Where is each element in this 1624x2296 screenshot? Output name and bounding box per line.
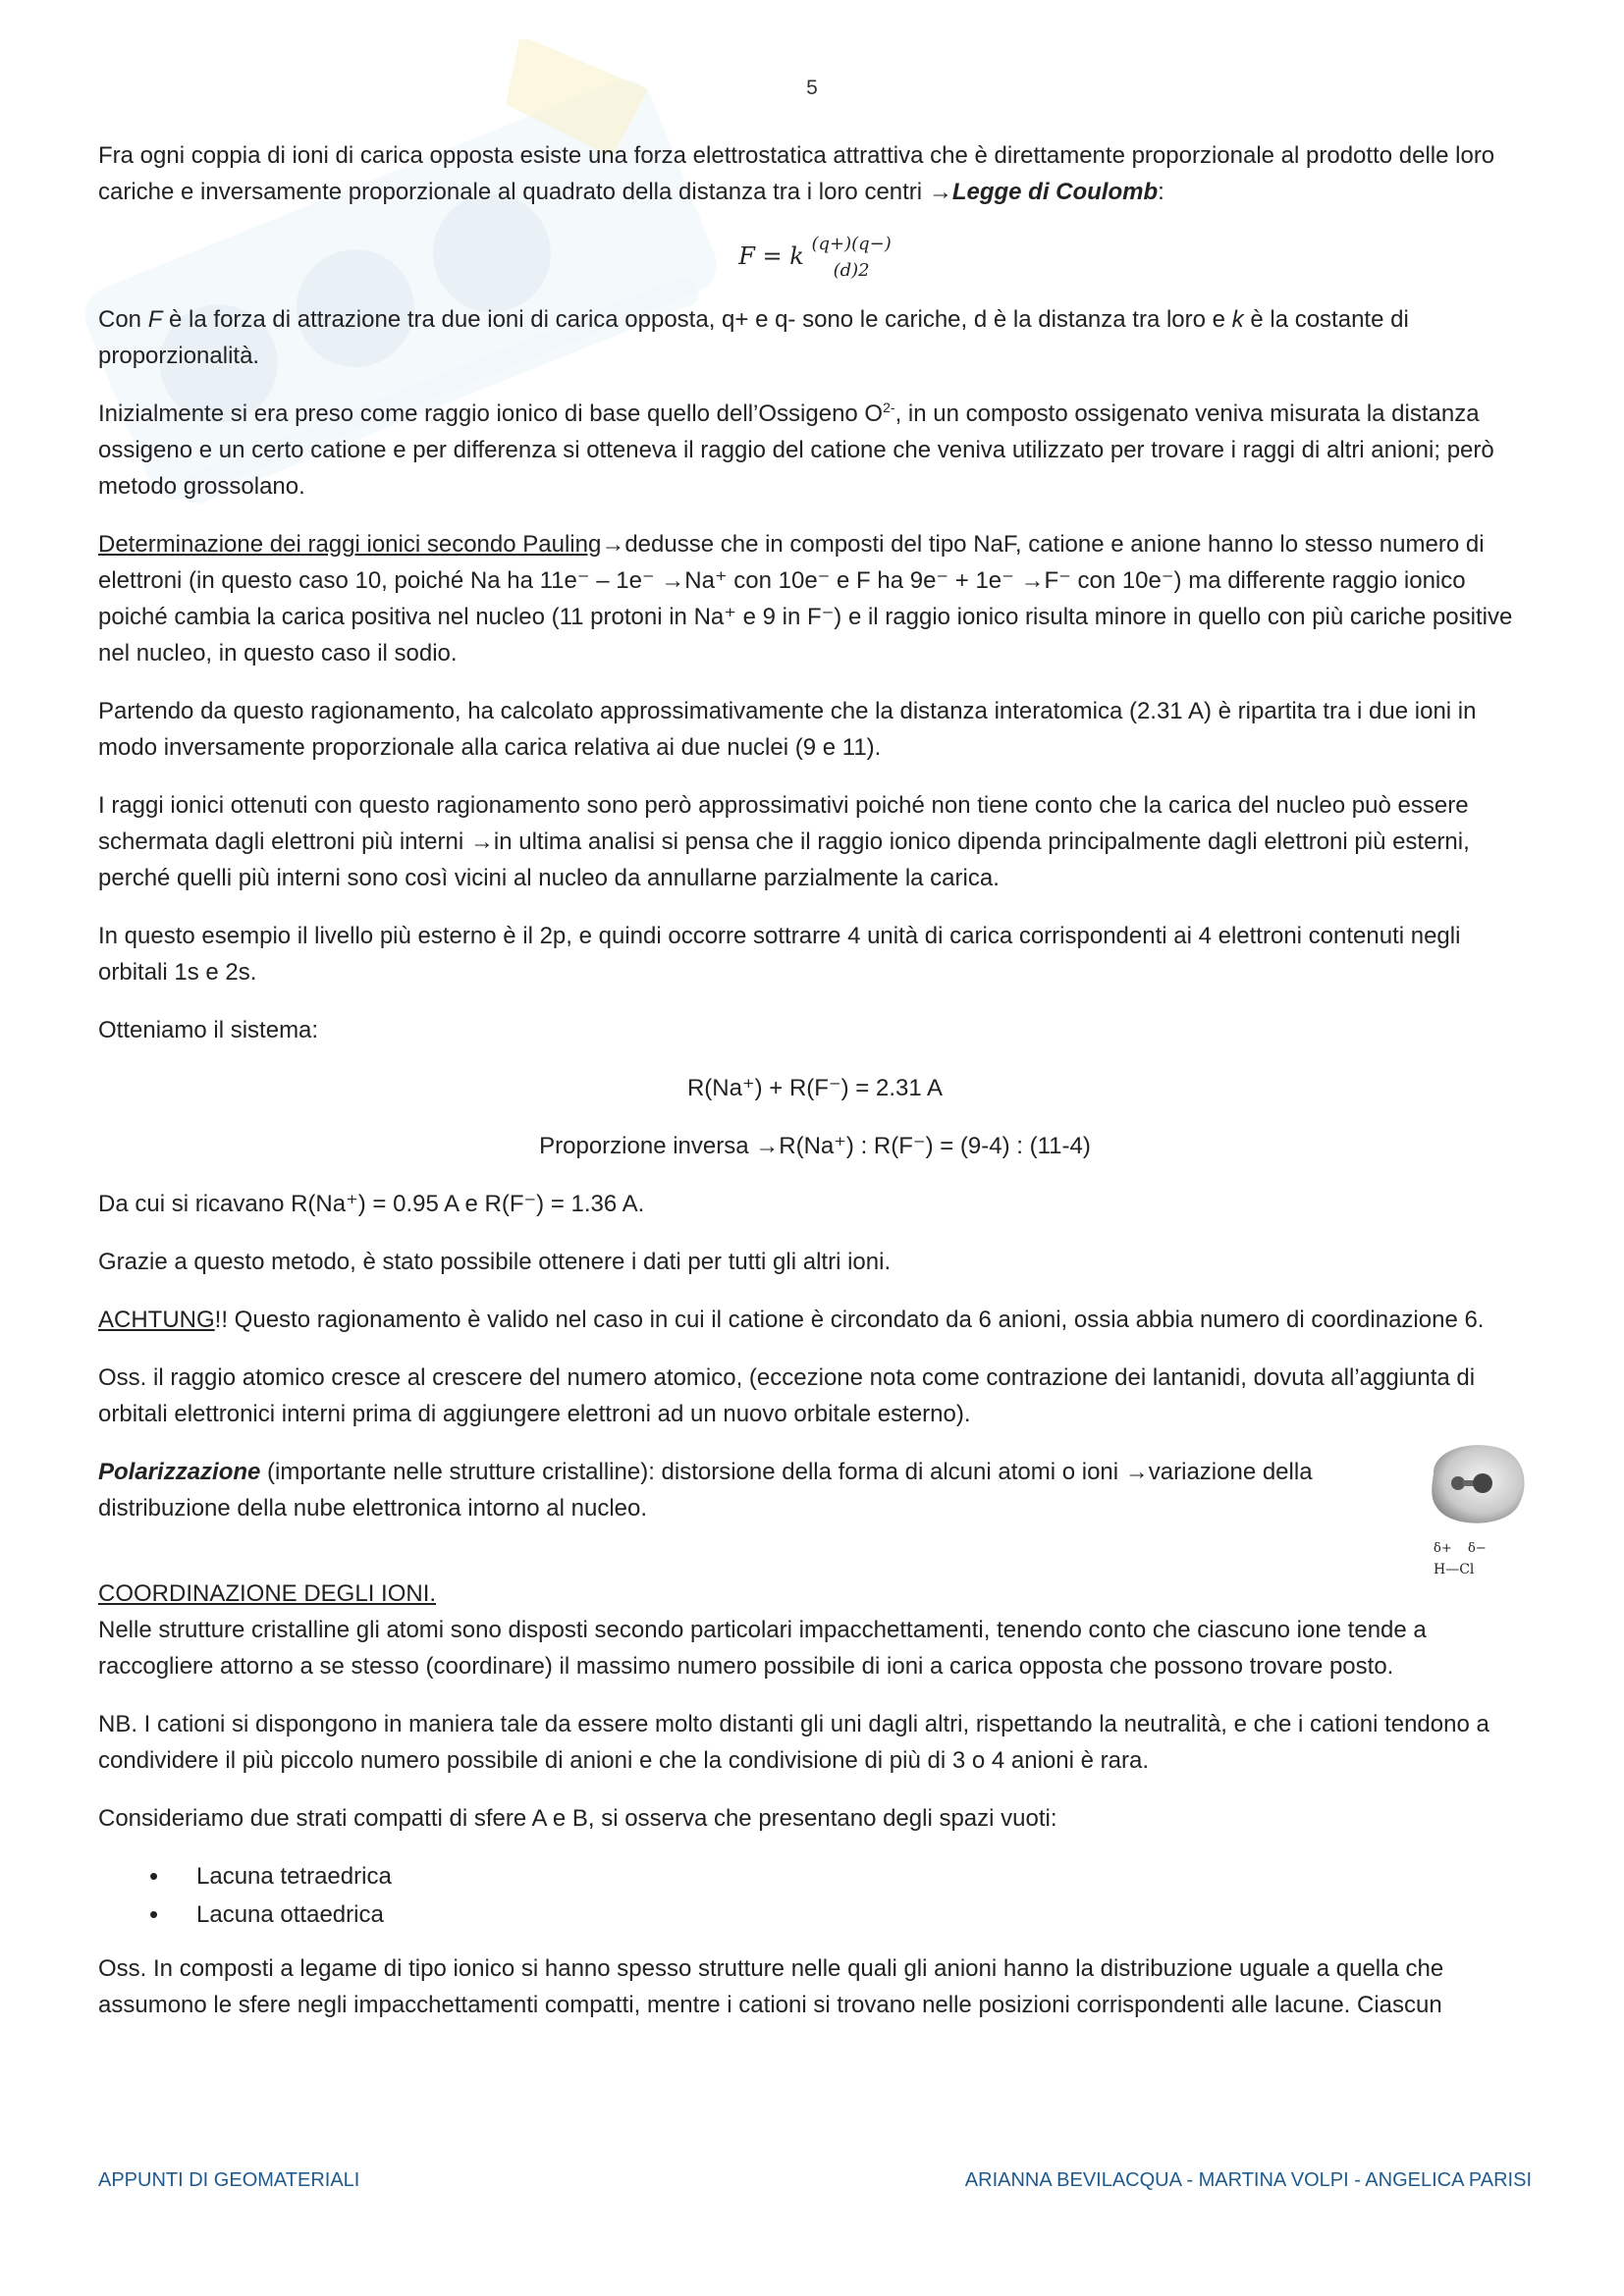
paragraph-atomic-radius: Oss. il raggio atomico cresce al crescere del numero atomico, (eccezione nota come contrazione dei lantanidi, dovuta all’aggiunta di orbitali elettronici interni prima di aggiungere elettroni ad un nuovo orbitale esterno). — [98, 1364, 1476, 1427]
formula-denominator: (d)2 — [833, 260, 870, 281]
paragraph-interatomic-distance: Partendo da questo ragionamento, ha calcolato approssimativamente che la distanza interatomica (2.31 A) è ripartita tra i due ioni in modo inversamente proporzionale alla carica relativa ai due nuclei (9 e 11). — [98, 698, 1477, 761]
list-item: • Lacuna tetraedrica — [98, 1858, 1532, 1895]
hcl-formula-label: H—Cl — [1434, 1562, 1475, 1577]
paragraph-oxygen-radius: Inizialmente si era preso come raggio ionico di base quello dell’Ossigeno $O^{2-}$, in un composto ossigenato veniva misurata la distanza ossigeno e un certo catione e per differenza si otteneva il raggio del catione che veniva utilizzato per trovare i raggi di altri anioni; però metodo grossolano. — [98, 400, 1494, 500]
lacune-list — [98, 1858, 1532, 1933]
paragraph-formula-explanation: Con F è la forza di attrazione tra due ioni di carica opposta, q+ e q- sono le cariche, d è la distanza tra loro e k è la costante di proporzionalità. — [98, 306, 1409, 369]
paragraph-ionic-structures: Oss. In composti a legame di tipo ionico si hanno spesso strutture nelle quali gli anioni hanno la distribuzione uguale a quella che assumono le sfere negli impacchettamenti compatti, mentre i cationi si trovano nelle posizioni corrispondenti alle lacune. Ciascun — [98, 1955, 1444, 2018]
page-number: 5 — [806, 77, 818, 99]
paragraph-other-ions: Grazie a questo metodo, è stato possibile ottenere i dati per tutti gli altri ioni. — [98, 1249, 892, 1275]
arrow-icon: → — [928, 179, 952, 205]
achtung-label: ACHTUNG — [98, 1307, 215, 1333]
polarization-term: Polarizzazione — [98, 1459, 261, 1485]
arrow-icon: → — [601, 531, 625, 558]
section-title-coordination: COORDINAZIONE DEGLI IONI. — [98, 1580, 437, 1607]
pauling-heading: Determinazione dei raggi ionici secondo Pauling — [98, 531, 602, 558]
list-item: • Lacuna ottaedrica — [98, 1896, 1532, 1933]
paragraph-results: Da cui si ricavano R(Na⁺) = 0.95 A e R(F⁻) = 1.36 A. — [98, 1191, 645, 1217]
equation-proportion: Proporzione inversa →R(Na⁺) : R(F⁻) = (9-4) : (11-4) — [539, 1133, 1091, 1159]
footer-authors: ARIANNA BEVILACQUA - MARTINA VOLPI - ANGELICA PARISI — [964, 2169, 1532, 2191]
hcl-molecule-image — [1414, 1434, 1532, 1581]
paragraph-nb-cations: NB. I cationi si dispongono in maniera tale da essere molto distanti gli uni dagli altri, rispettando la neutralità, e che i cationi tendono a condividere il più piccolo numero possibile di anioni e che la condivisione di più di 3 o 4 anioni è rara. — [98, 1711, 1489, 1774]
paragraph-achtung: ACHTUNG!! Questo ragionamento è valido nel caso in cui il catione è circondato da 6 anioni, ossia abbia numero di coordinazione 6. — [98, 1307, 1485, 1333]
coulomb-law-term: Legge di Coulomb — [951, 179, 1159, 205]
page-footer — [98, 2169, 1532, 2192]
paragraph-coordination: Nelle strutture cristalline gli atomi sono disposti secondo particolari impacchettamenti, tenendo conto che ciascuno ione tende a raccogliere attorno a se stesso (coordinare) il massimo numero possibile di ioni a carica opposta che possono trovare posto. — [98, 1617, 1427, 1680]
paragraph-polarization: Polarizzazione (importante nelle strutture cristalline): distorsione della forma di alcuni atomi o ioni →variazione della distribuzione della nube elettronica intorno al nucleo. — [98, 1459, 1313, 1522]
paragraph-outer-level: In questo esempio il livello più esterno è il 2p, e quindi occorre sottrarre 4 unità di carica corrispondenti ai 4 elettroni contenuti negli orbitali 1s e 2s. — [98, 923, 1461, 986]
footer-course-title: APPUNTI DI GEOMATERIALI — [98, 2169, 360, 2191]
paragraph-compact-layers: Consideriamo due strati compatti di sfere A e B, si osserva che presentano degli spazi vuoti: — [98, 1805, 1057, 1832]
paragraph-coulomb: Fra ogni coppia di ioni di carica opposta esiste una forza elettrostatica attrattiva che è direttamente proporzionale al prodotto delle loro cariche e inversamente proporzionale al quadrato della distanza tra i loro centri →Legge di Coulomb: — [98, 142, 1495, 205]
delta-plus-label: δ+ — [1434, 1541, 1452, 1556]
paragraph-approximation: I raggi ionici ottenuti con questo ragionamento sono però approssimativi poiché non tiene conto che la carica del nucleo può essere schermata dagli elettroni più interni →in ultima analisi si pensa che il raggio ionico dipenda principalmente dagli elettroni più esterni, perché quelli più interni sono così vicini al nucleo da annullarne parzialmente la carica. — [98, 792, 1470, 891]
equation-sum: R(Na⁺) + R(F⁻) = 2.31 A — [686, 1075, 944, 1101]
paragraph-pauling: Determinazione dei raggi ionici secondo Pauling→dedusse che in composti del tipo NaF, catione e anione hanno lo stesso numero di elettroni (in questo caso 10, poiché Na ha 11e⁻ – 1e⁻ →Na⁺ con 10e⁻ e F ha 9e⁻ + 1e⁻ →F⁻ con 10e⁻) ma differente raggio ionico poiché cambia la carica positiva nel nucleo (11 protoni in Na⁺ e 9 in F⁻) e il raggio ionico risulta minore in quello con più cariche positive nel nucleo, in questo caso il sodio. — [98, 531, 1513, 667]
document-body — [98, 137, 1532, 2045]
formula-numerator: (q+)(q−) — [811, 234, 892, 254]
coulomb-formula: F = k (q+)(q−) (d)2 — [98, 232, 1532, 284]
delta-minus-label: δ− — [1468, 1541, 1487, 1556]
polarization-block — [98, 1454, 1532, 1577]
paragraph-system-intro: Otteniamo il sistema: — [98, 1017, 319, 1043]
